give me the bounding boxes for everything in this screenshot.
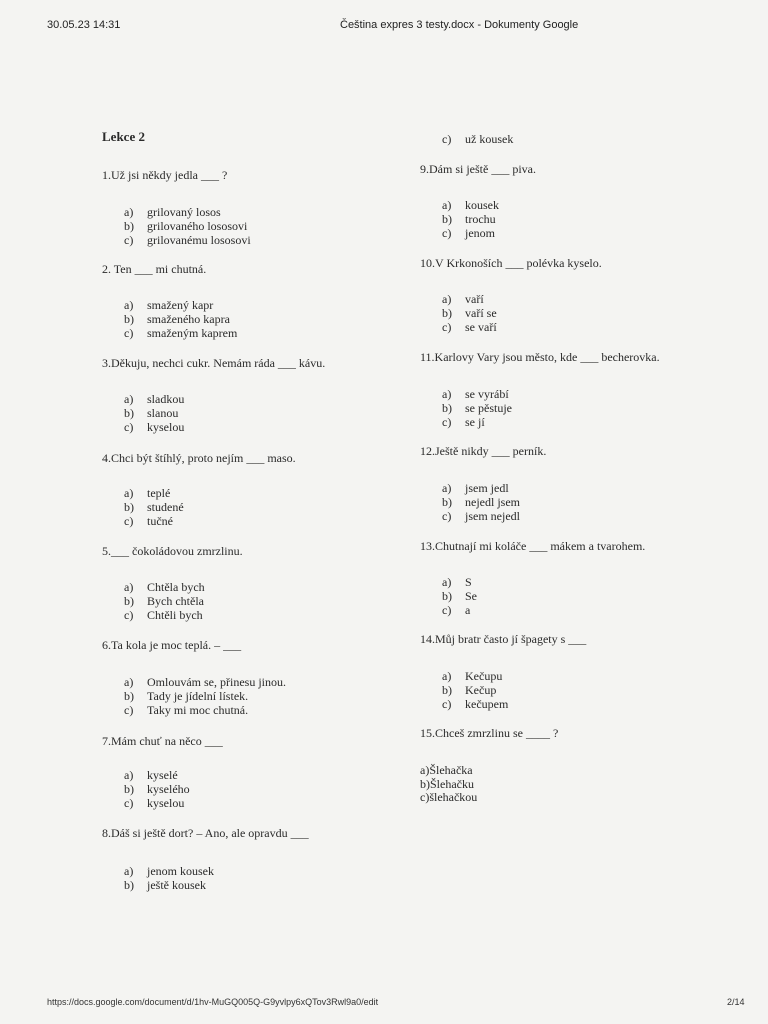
option-c: c) grilovanému lososovi <box>124 233 251 247</box>
option-a: a)Šlehačka <box>420 763 473 777</box>
option-b: b) Bych chtěla <box>124 594 204 608</box>
option-a: a) se vyrábí <box>442 387 509 401</box>
option-a: a) kousek <box>442 198 499 212</box>
option-b: b) grilovaného lososovi <box>124 219 248 233</box>
question-text: 5.___ čokoládovou zmrzlinu. <box>102 544 243 558</box>
options-list <box>420 764 477 805</box>
option-c: c) kyselou <box>124 420 185 434</box>
option-a: a) Omlouvám se, přinesu jinou. <box>124 675 286 689</box>
option-c: c) se vaří <box>442 320 497 334</box>
question-text: 3.Děkuju, nechci cukr. Nemám ráda ___ kávu. <box>102 356 326 370</box>
option-a: a) vaří <box>442 292 484 306</box>
question-text: 14.Můj bratr často jí špagety s ___ <box>420 632 587 646</box>
option-c: c) kyselou <box>124 796 185 810</box>
options-list <box>442 387 512 429</box>
option-b: b) Kečup <box>442 683 497 697</box>
options-list <box>124 768 190 810</box>
option-b: b) se pěstuje <box>442 401 512 415</box>
option-b: b) kyselého <box>124 782 190 796</box>
options-list <box>442 575 477 617</box>
options-list <box>442 292 497 334</box>
option-b: b) Tady je jídelní lístek. <box>124 689 249 703</box>
options-list <box>442 198 499 240</box>
document-title: Čeština expres 3 testy.docx - Dokumenty Google <box>340 19 579 31</box>
question-text: 2. Ten ___ mi chutná. <box>102 262 207 276</box>
option-c: c) už kousek <box>442 132 514 146</box>
option-a: a) smažený kapr <box>124 298 214 312</box>
option-a: a) grilovaný losos <box>124 205 221 219</box>
options-list <box>124 864 214 892</box>
question-text: 10.V Krkonoších ___ polévka kyselo. <box>420 256 602 270</box>
options-list <box>442 669 508 711</box>
options-list <box>124 486 184 528</box>
question-text: 6.Ta kola je moc teplá. – ___ <box>102 638 242 652</box>
option-a: a) sladkou <box>124 392 185 406</box>
page-number: 2/14 <box>727 997 745 1007</box>
question-text: 4.Chci být štíhlý, proto nejím ___ maso. <box>102 451 296 465</box>
option-b: b) Se <box>442 589 477 603</box>
option-b: b) vaří se <box>442 306 497 320</box>
option-a: a) Kečupu <box>442 669 503 683</box>
option-a: a) S <box>442 575 472 589</box>
options-list <box>124 580 205 622</box>
option-c: c) Taky mi moc chutná. <box>124 703 249 717</box>
document-url: https://docs.google.com/document/d/1hv-MuGQ005Q-G9yvlpy6xQTov3Rwl9a0/edit <box>47 997 379 1007</box>
option-c: c) tučné <box>124 514 173 528</box>
option-c: c) a <box>442 603 471 617</box>
option-a: a) Chtěla bych <box>124 580 205 594</box>
option-a: a) kyselé <box>124 768 178 782</box>
option-c: c) kečupem <box>442 697 509 711</box>
lesson-title: Lekce 2 <box>102 129 145 144</box>
print-timestamp: 30.05.23 14:31 <box>47 19 121 31</box>
option-b: b) ještě kousek <box>124 878 206 892</box>
option-c: c) jsem nejedl <box>442 509 520 523</box>
question-text: 13.Chutnají mi koláče ___ mákem a tvarohem. <box>420 539 646 553</box>
question-text: 12.Ještě nikdy ___ perník. <box>420 444 547 458</box>
option-a: a) jenom kousek <box>124 864 214 878</box>
option-a: a) jsem jedl <box>442 481 509 495</box>
question-text: 1.Už jsi někdy jedla ___ ? <box>102 168 228 182</box>
question-text: 8.Dáš si ještě dort? – Ano, ale opravdu ___ <box>102 826 309 840</box>
options-list <box>124 205 251 247</box>
option-b: b) trochu <box>442 212 496 226</box>
option-b: b) smaženého kapra <box>124 312 230 326</box>
question-text: 11.Karlovy Vary jsou město, kde ___ becherovka. <box>420 350 660 364</box>
option-c: c)šlehačkou <box>420 790 478 804</box>
option-c: c) jenom <box>442 226 495 240</box>
options-list <box>442 481 520 523</box>
question-text: 9.Dám si ještě ___ piva. <box>420 162 536 176</box>
options-list <box>124 298 237 340</box>
question-text: 15.Chceš zmrzlinu se ____ ? <box>420 726 559 740</box>
question-8-option-c <box>442 132 513 146</box>
option-c: c) Chtěli bych <box>124 608 203 622</box>
question-text: 7.Mám chuť na něco ___ <box>102 734 223 748</box>
option-a: a) teplé <box>124 486 171 500</box>
option-b: b) nejedl jsem <box>442 495 520 509</box>
options-list <box>124 392 184 434</box>
option-b: b)Šlehačku <box>420 776 474 791</box>
option-b: b) slanou <box>124 406 179 420</box>
option-b: b) studené <box>124 500 184 514</box>
option-c: c) smaženým kaprem <box>124 326 238 340</box>
option-c: c) se jí <box>442 415 485 429</box>
options-list <box>124 675 286 717</box>
